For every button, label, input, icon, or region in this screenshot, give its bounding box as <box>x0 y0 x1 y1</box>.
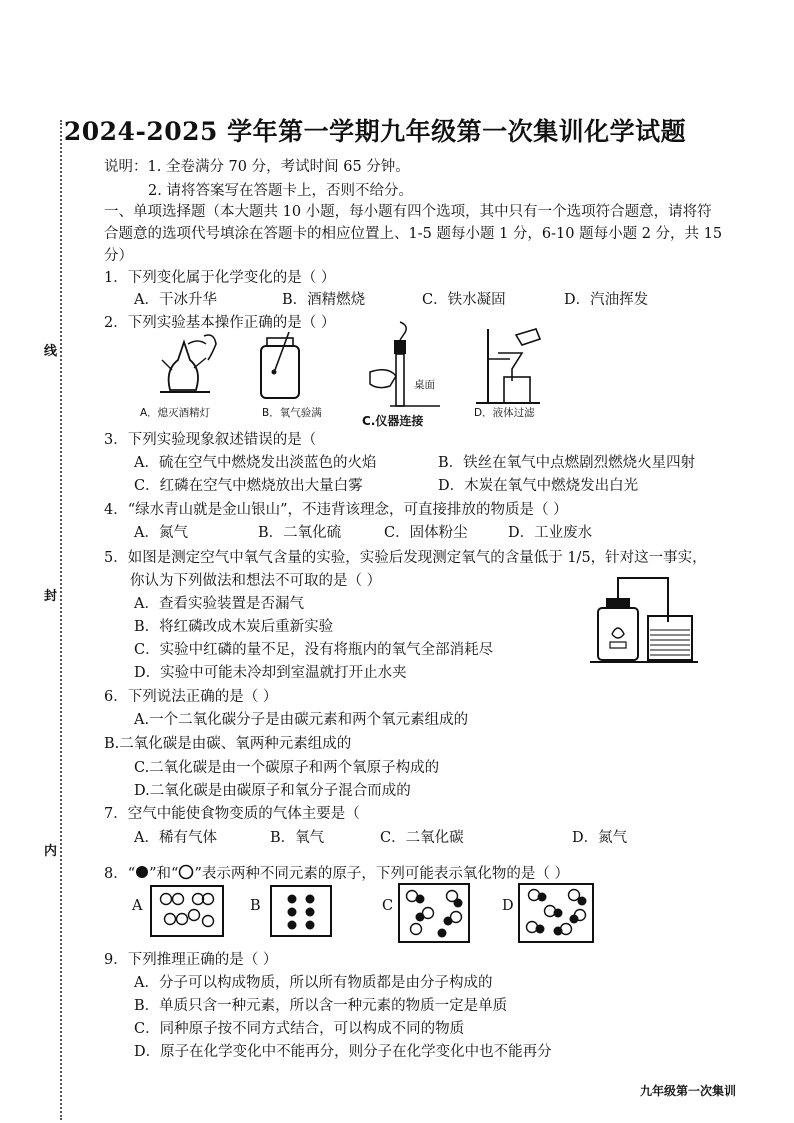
q1-option-c: C．铁水凝固 <box>422 292 506 308</box>
q5-stem-2: 你认为下列做法和想法不可取的是（ ） <box>130 573 382 589</box>
q1-stem: 1．下列变化属于化学变化的是（ ） <box>104 270 336 286</box>
q2-caption-c: C.仪器连接 <box>362 414 424 428</box>
q2-caption-d: D．液体过滤 <box>474 407 535 419</box>
q8-label-b: B <box>250 898 261 914</box>
q2-figure-c-apparatus-connection <box>360 320 450 415</box>
q8-label-d: D <box>502 898 514 914</box>
binding-dotted-line <box>60 120 62 1120</box>
q2-figure-d-filtration <box>470 325 550 410</box>
section-instruction-3: 分） <box>104 248 133 264</box>
q5-stem-1: 5．如图是测定空气中氧气含量的实验，实验后发现测定氧气的含量低于 1/5，针对这一事实， <box>104 550 707 566</box>
q2-caption-b: B．氧气验满 <box>262 407 322 419</box>
q6-option-a: A.一个二氧化碳分子是由碳元素和两个氧元素组成的 <box>134 712 469 728</box>
q9-option-d: D．原子在化学变化中不能再分，则分子在化学变化中也不能再分 <box>134 1044 552 1060</box>
q8-label-c: C <box>382 898 394 914</box>
q7-option-b: B．氧气 <box>270 830 325 846</box>
q2-caption-a: A．熄灭酒精灯 <box>140 407 211 419</box>
q8-stem-part-a: 8．“ <box>104 866 136 882</box>
seal-mark-nei: 内 <box>44 844 58 859</box>
q4-option-c: C．固体粉尘 <box>384 525 468 541</box>
section-instruction-1: 一、单项选择题（本大题共 10 小题，每小题有四个选项，其中只有一个选项符合题意，请将符 <box>104 204 712 220</box>
q9-option-b: B．单质只含一种元素，所以含一种元素的物质一定是单质 <box>134 998 508 1014</box>
q2-label-desk: 桌面 <box>414 379 435 391</box>
q8-stem-part-b: ”和“ <box>149 866 179 882</box>
page-footer: 九年级第一次集训 <box>640 1084 737 1098</box>
q8-stem <box>104 862 569 883</box>
q3-option-a: A．硫在空气中燃烧发出淡蓝色的火焰 <box>134 455 377 471</box>
q5-option-c: C．实验中红磷的量不足，没有将瓶内的氧气全部消耗尽 <box>134 642 494 658</box>
q8-box-c <box>398 883 470 943</box>
q3-option-d: D．木炭在氧气中燃烧发出白光 <box>438 478 639 494</box>
q5-figure-oxygen-apparatus <box>590 572 700 667</box>
q3-option-b: B．铁丝在氧气中点燃剧烈燃烧火星四射 <box>438 455 696 471</box>
q1-option-d: D．汽油挥发 <box>564 292 649 308</box>
q6-option-b: B.二氧化碳是由碳、氧两种元素组成的 <box>104 736 352 752</box>
q6-option-d: D.二氧化碳是由碳原子和氧分子混合而成的 <box>134 783 411 799</box>
q1-option-b: B．酒精燃烧 <box>282 292 366 308</box>
q7-option-a: A．稀有气体 <box>134 830 217 846</box>
note-2: 2. 请将答案写在答题卡上，否则不给分。 <box>148 183 413 199</box>
seal-mark-xian: 线 <box>44 344 58 359</box>
section-instruction-2: 合题意的选项代号填涂在答题卡的相应位置上、1-5 题每小题 1 分，6-10 题每小题 2 分，共 15 <box>104 226 723 242</box>
q9-option-c: C．同种原子按不同方式结合，可以构成不同的物质 <box>134 1021 465 1037</box>
seal-mark-feng: 封 <box>44 589 58 604</box>
q7-option-d: D．氮气 <box>572 830 628 846</box>
q8-stem-part-c: ”表示两种不同元素的原子，下列可能表示氧化物的是（ ） <box>194 866 569 882</box>
exam-title: 2024-2025 学年第一学期九年级第一次集训化学试题 <box>63 117 687 146</box>
q2-stem: 2．下列实验基本操作正确的是（ ） <box>104 315 336 331</box>
q8-label-a: A <box>132 898 143 914</box>
q3-option-c: C．红磷在空气中燃烧放出大量白雾 <box>134 478 363 494</box>
q7-option-c: C．二氧化碳 <box>380 830 464 846</box>
q2-figure-a-alcohol-lamp <box>150 330 240 405</box>
q5-option-a: A．查看实验装置是否漏气 <box>134 596 304 612</box>
q7-stem: 7．空气中能使食物变质的气体主要是（ <box>104 806 360 822</box>
q2-figure-b-gas-bottle <box>255 330 315 405</box>
q8-box-b <box>270 885 332 937</box>
white-atom-icon <box>178 864 194 880</box>
q1-option-a: A．干冰升华 <box>134 292 217 308</box>
q4-option-a: A．氮气 <box>134 525 188 541</box>
q9-option-a: A．分子可以构成物质，所以所有物质都是由分子构成的 <box>134 975 493 991</box>
q4-option-d: D．工业废水 <box>508 525 593 541</box>
q9-stem: 9．下列推理正确的是（ ） <box>104 952 278 968</box>
q5-option-b: B．将红磷改成木炭后重新实验 <box>134 619 334 635</box>
black-atom-icon <box>135 865 149 879</box>
q5-option-d: D．实验中可能未冷却到室温就打开止水夹 <box>134 665 407 681</box>
q4-option-b: B．二氧化硫 <box>258 525 342 541</box>
q8-box-d <box>518 883 594 943</box>
q8-box-a <box>150 885 224 937</box>
note-1: 说明：1. 全卷满分 70 分，考试时间 65 分钟。 <box>104 159 410 175</box>
q3-stem: 3．下列实验现象叙述错误的是（ <box>104 432 317 448</box>
q6-stem: 6．下列说法正确的是（ ） <box>104 689 278 705</box>
q4-stem: 4．“绿水青山就是金山银山”，不违背该理念，可直接排放的物质是（ ） <box>104 502 568 518</box>
q6-option-c: C.二氧化碳是由一个碳原子和两个氧原子构成的 <box>134 760 440 776</box>
